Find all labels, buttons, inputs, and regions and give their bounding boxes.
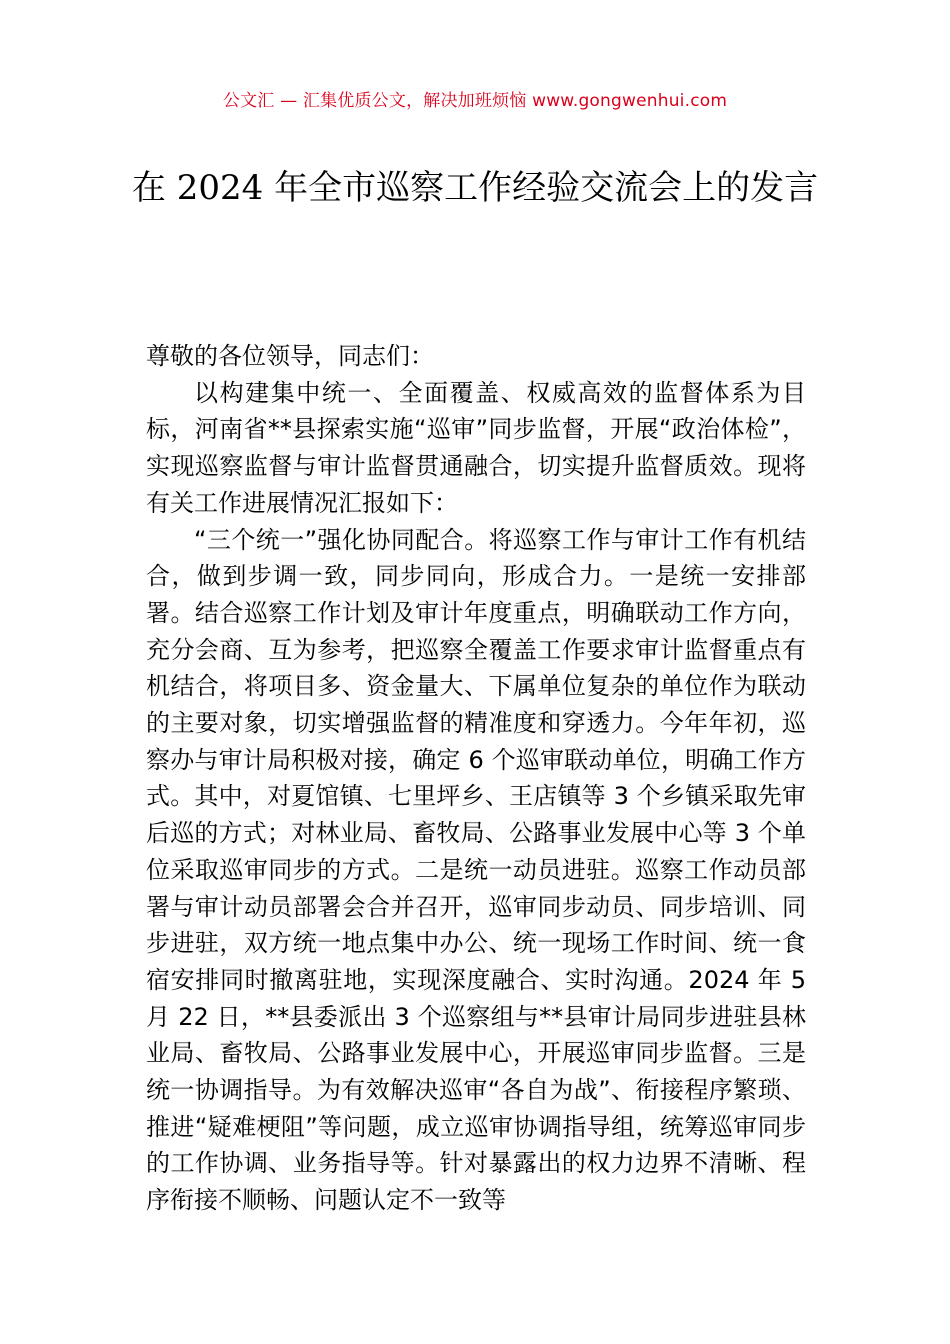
document-title: 在 2024 年全市巡察工作经验交流会上的发言 [131, 168, 819, 208]
paragraph: “三个统一”强化协同配合。将巡察工作与审计工作有机结合，做到步调一致，同步同向，形成合力。一是统一安排部署。结合巡察工作计划及审计年度重点，明确联动工作方向，充分会商、互为参考，把巡察全覆盖工作要求审计监督重点有机结合，将项目多、资金量大、下属单位复杂的单位作为联动的主要对象，切实增强监督的精准度和穿透力。今年年初，巡察办与审计局积极对接，确定 6 个巡审联动单位，明确工作方式。其中，对夏馆镇、七里坪乡、王店镇等 3 个乡镇采取先审后巡的方式；对林业局、畜牧局、公路事业发展中心等 3 个单位采取巡审同步的方式。二是统一动员进驻。巡察工作动员部署与审计动员部署会合并召开，巡审同步动员、同步培训、同步进驻，双方统一地点集中办公、统一现场工作时间、统一食宿安排同时撤离驻地，实现深度融合、实时沟通。2024 年 5 月 22 日，**县委派出 3 个巡察组与**县审计局同步进驻县林业局、畜牧局、公路事业发展中心，开展巡审同步监督。三是统一协调指导。为有效解决巡审“各自为战”、衔接程序繁琐、推进“疑难梗阻”等问题，成立巡审协调指导组，统筹巡审同步的工作协调、业务指导等。针对暴露出的权力边界不清晰、程序衔接不顺畅、问题认定不一致等 [146, 525, 806, 1215]
paragraph: 以构建集中统一、全面覆盖、权威高效的监督体系为目标，河南省**县探索实施“巡审”同步监督，开展“政治体检”，实现巡察监督与审计监督贯通融合，切实提升监督质效。现将有关工作进展情况汇报如下： [146, 378, 806, 517]
salutation: 尊敬的各位领导，同志们： [146, 342, 434, 370]
header-banner: 公文汇 — 汇集优质公文，解决加班烦恼 www.gongwenhui.com [222, 91, 728, 111]
document-body [146, 338, 806, 1219]
